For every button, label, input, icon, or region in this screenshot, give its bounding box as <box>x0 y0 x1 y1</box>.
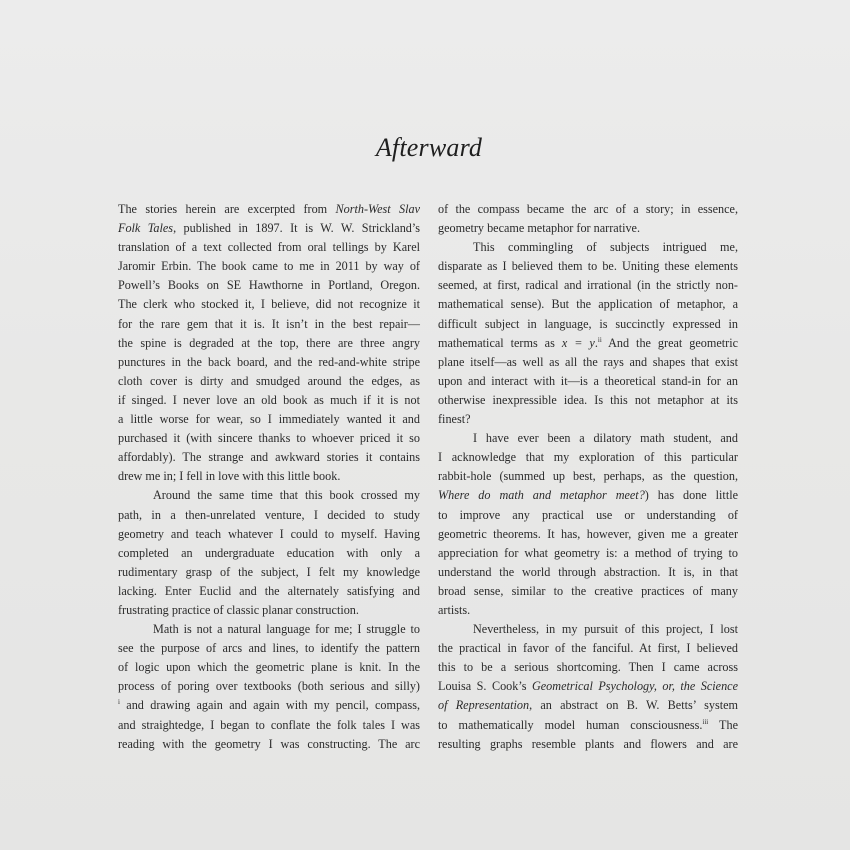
text-line <box>438 525 738 544</box>
text-segment: cloth cover is dirty and smudged around the edges, as <box>118 373 420 388</box>
text-segment: mathematical sense). But the application of metaphor, a <box>438 297 738 312</box>
right-text-column <box>438 200 738 754</box>
text-line <box>438 716 738 735</box>
text-line <box>118 716 420 735</box>
text-segment: process of poring over textbooks (both serious and silly) <box>118 679 420 694</box>
text-line <box>438 276 738 295</box>
text-line <box>438 429 738 448</box>
text-segment: The stories herein are excerpted from <box>118 202 336 216</box>
text-segment: The <box>708 717 738 732</box>
text-segment: to improve any practical use or understanding of <box>438 507 738 522</box>
footnote-marker: iii <box>702 717 709 726</box>
text-line <box>438 677 738 696</box>
text-line <box>438 334 738 353</box>
text-line <box>438 563 738 582</box>
text-segment: The clerk who stocked it, I believe, did not recognize it <box>118 297 420 312</box>
text-line <box>118 601 420 620</box>
text-line <box>118 486 420 505</box>
text-segment: reading with the geometry I was constructing. The arc <box>118 736 420 751</box>
text-segment: , an abstract on B. W. Betts’ system <box>529 698 738 713</box>
text-line <box>118 238 420 257</box>
text-segment: broad sense, similar to the creative practices of many <box>438 583 738 598</box>
text-segment: Around the same time that this book crossed my <box>153 488 420 503</box>
italic-text: x = y <box>561 335 595 350</box>
text-segment: geometry became metaphor for narrative. <box>438 221 641 236</box>
text-segment: frustrating practice of classic planar construction. <box>118 602 359 617</box>
text-segment: completed an undergraduate education with only a <box>118 545 420 560</box>
text-line <box>438 391 738 410</box>
text-line <box>438 467 738 486</box>
text-segment: the spine is degraded at the top, there are three angry <box>118 335 420 350</box>
footnote-marker: i <box>118 698 120 707</box>
text-segment: the practical in favor of the fanciful. At first, I believed <box>438 641 738 656</box>
text-line <box>118 219 420 238</box>
text-line <box>438 353 738 372</box>
text-segment: Powell’s Books on SE Hawthorne in Portland, Oregon. <box>118 278 420 293</box>
text-line <box>118 315 420 334</box>
text-line <box>438 295 738 314</box>
text-segment: of the compass became the arc of a story; in essence, <box>438 202 738 216</box>
text-line <box>118 295 420 314</box>
text-segment: Math is not a natural language for me; I struggle to <box>153 622 420 637</box>
footnote-marker: ii <box>597 335 602 344</box>
text-line <box>118 257 420 276</box>
text-line <box>438 544 738 563</box>
text-segment: upon and interact with it—is a theoretical stand-in for an <box>438 373 738 388</box>
text-line <box>118 677 420 696</box>
text-segment: rudimentary grasp of the subject, I felt my knowledge <box>118 564 420 579</box>
text-segment: if singed. I never love an old book as much if it is not <box>118 392 420 407</box>
text-line <box>438 257 738 276</box>
text-segment: disparate as I believed them to be. Uniting these elements <box>438 259 738 274</box>
text-segment: rabbit-hole (summed up best, perhaps, as the question, <box>438 469 738 484</box>
text-segment: drew me in; I fell in love with this little book. <box>118 469 341 484</box>
text-segment: otherwise inexpressible idea. Is this not metaphor at its <box>438 392 738 407</box>
text-line <box>118 506 420 525</box>
text-segment: difficult subject in language, is succinctly expressed in <box>438 316 738 331</box>
text-line <box>438 601 738 620</box>
text-segment: punctures in the back board, and the red-and-white stripe <box>118 354 420 369</box>
text-line <box>438 315 738 334</box>
text-line <box>118 563 420 582</box>
text-segment: a little worse for wear, so I immediately wanted it and <box>118 412 420 427</box>
text-line <box>118 334 420 353</box>
text-segment: this to be a serious shortcoming. Then I came across <box>438 660 738 675</box>
text-line <box>438 506 738 525</box>
left-text-column <box>118 200 420 754</box>
text-line <box>118 525 420 544</box>
text-line <box>118 353 420 372</box>
text-segment: finest? <box>438 412 471 427</box>
text-segment: And the great geometric <box>601 335 739 350</box>
text-line <box>118 372 420 391</box>
text-line <box>118 429 420 448</box>
text-line <box>438 238 738 257</box>
text-line <box>438 200 738 219</box>
text-line <box>118 200 420 219</box>
text-line <box>438 696 738 715</box>
text-line <box>438 219 738 238</box>
text-segment: . <box>594 335 598 350</box>
text-segment: I acknowledge that my exploration of this particular <box>438 450 738 465</box>
text-segment: path, in a then-unrelated venture, I decided to study <box>118 507 420 522</box>
text-segment: appreciation for what geometry is: a method of trying to <box>438 545 738 560</box>
text-line <box>118 582 420 601</box>
text-line <box>438 620 738 639</box>
italic-text: Folk Tales <box>118 221 174 236</box>
text-segment: seemed, at first, radical and irrational (in the strictly non- <box>438 278 738 293</box>
text-line <box>118 391 420 410</box>
text-segment: translation of a text collected from oral tellings by Karel <box>118 240 420 255</box>
text-line <box>438 639 738 658</box>
text-segment: This commingling of subjects intrigued me, <box>473 240 738 255</box>
text-segment: Jaromir Erbin. The book came to me in 2011 by way of <box>118 259 420 274</box>
text-segment: I have ever been a dilatory math student, and <box>473 431 738 446</box>
text-line <box>118 410 420 429</box>
text-segment: , published in 1897. It is W. W. Strickland’s <box>173 221 421 236</box>
text-line <box>438 582 738 601</box>
text-segment: ) has done little <box>644 488 738 503</box>
text-segment: geometric theorems. It has, however, given me a greater <box>438 526 738 541</box>
text-line <box>118 544 420 563</box>
text-line <box>118 276 420 295</box>
text-segment: Louisa S. Cook’s <box>438 679 532 694</box>
text-line <box>118 620 420 639</box>
text-line <box>438 735 738 754</box>
text-segment: for the rare gem that it is. It isn’t in the best repair— <box>118 316 420 331</box>
text-segment: artists. <box>438 602 471 617</box>
text-segment: and straightedge, I began to conflate the folk tales I was <box>118 717 420 732</box>
text-line <box>438 448 738 467</box>
text-segment: and drawing again and again with my pencil, compass, <box>119 698 420 713</box>
text-segment: mathematical terms as <box>438 335 562 350</box>
text-segment: understand the world through abstraction. It is, in that <box>438 564 738 579</box>
text-line <box>118 658 420 677</box>
text-segment: geometry and teach whatever I could to myself. Having <box>118 526 420 541</box>
text-line <box>438 372 738 391</box>
text-line <box>438 486 738 505</box>
page-title: Afterward <box>375 133 483 162</box>
text-line <box>118 639 420 658</box>
text-segment: to mathematically model human consciousness. <box>438 717 703 732</box>
text-line <box>438 410 738 429</box>
text-segment: lacking. Enter Euclid and the alternately satisfying and <box>118 583 420 598</box>
text-line <box>118 467 420 486</box>
text-line <box>118 448 420 467</box>
text-segment: affordably). The strange and awkward stories it contains <box>118 450 420 465</box>
italic-text: of Representation <box>438 698 530 713</box>
text-line <box>118 735 420 754</box>
italic-text: Where do math and metaphor meet? <box>438 488 645 503</box>
italic-text: North-West Slav <box>335 202 421 216</box>
italic-text: Geometrical Psychology, or, the Science <box>531 679 738 694</box>
text-segment: see the purpose of arcs and lines, to identify the pattern <box>118 641 420 656</box>
text-line <box>438 658 738 677</box>
text-segment: of logic upon which the geometric plane is knit. In the <box>118 660 420 675</box>
text-segment: resulting graphs resemble plants and flowers and are <box>438 736 738 751</box>
text-segment: plane itself—as well as all the rays and shapes that exist <box>438 354 738 369</box>
text-segment: Nevertheless, in my pursuit of this project, I lost <box>473 622 738 637</box>
text-line <box>118 696 420 715</box>
text-segment: purchased it (with sincere thanks to whoever priced it so <box>118 431 420 446</box>
